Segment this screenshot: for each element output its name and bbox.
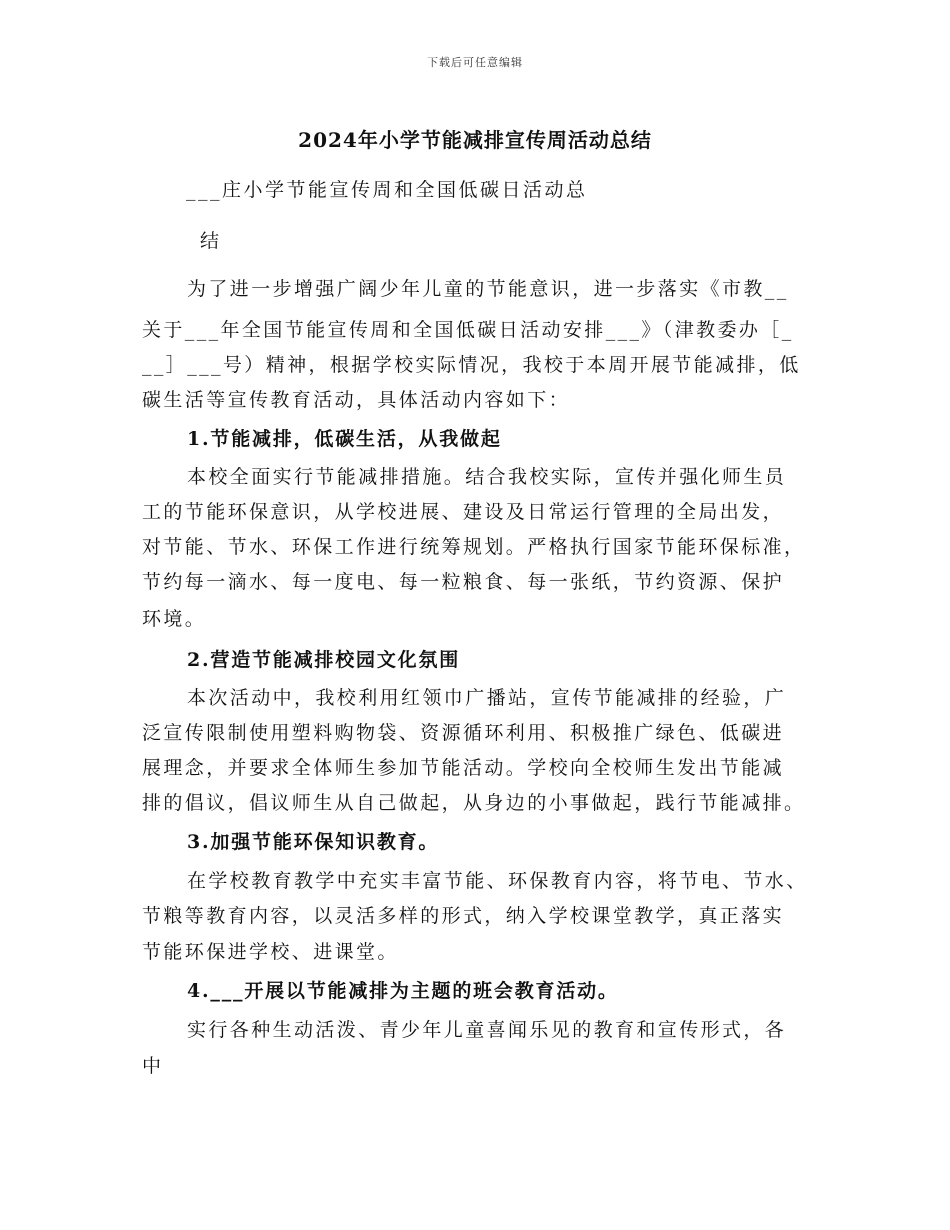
paragraph-line: 展理念，并要求全体师生参加节能活动。学校向全校师生发出节能减: [142, 757, 785, 779]
paragraph-line: 节约每一滴水、每一度电、每一粒粮食、每一张纸，节约资源、保护: [142, 571, 785, 593]
paragraph-line: 排的倡议，倡议师生从自己做起，从身边的小事做起，践行节能减排。: [142, 792, 806, 814]
paragraph-line: 环境。: [142, 608, 207, 630]
intro-line: 碳生活等宣传教育活动，具体活动内容如下：: [142, 389, 571, 411]
paragraph-line: 工的节能环保意识，从学校进展、建设及日常运行管理的全局出发，: [142, 501, 785, 523]
subtitle-line: 结: [200, 230, 222, 252]
paragraph-line: 本次活动中，我校利用红领巾广播站，宣传节能减排的经验，广: [187, 687, 787, 709]
paragraph-line: 本校全面实行节能减排措施。结合我校实际，宣传并强化师生员: [187, 466, 787, 488]
page-header: 下载后可任意编辑: [427, 56, 523, 69]
intro-line: __］___号）精神，根据学校实际情况，我校于本周开展节能减排，低: [142, 354, 801, 376]
paragraph-line: 在学校教育教学中充实丰富节能、环保教育内容，将节电、节水、: [187, 870, 808, 892]
subtitle-line: ___庄小学节能宣传周和全国低碳日活动总: [186, 179, 588, 201]
paragraph-line: 节能环保进学校、进课堂。: [142, 941, 399, 963]
section-heading: 2.营造节能减排校园文化氛围: [187, 649, 461, 671]
intro-line: 为了进一步增强广阔少年儿童的节能意识，进一步落实《市教__: [187, 278, 789, 300]
section-heading: 3.加强节能环保知识教育。: [187, 831, 440, 853]
document-title: 2024年小学节能减排宣传周活动总结: [298, 128, 652, 152]
intro-line: 关于___年全国节能宣传周和全国低碳日活动安排___》（津教委办［_: [142, 319, 794, 341]
paragraph-line: 中: [142, 1055, 164, 1077]
paragraph-line: 实行各种生动活泼、青少年儿童喜闻乐见的教育和宣传形式，各: [187, 1019, 787, 1041]
section-heading: 1.节能减排，低碳生活，从我做起: [187, 428, 502, 450]
paragraph-line: 节粮等教育内容，以灵活多样的形式，纳入学校课堂教学，真正落实: [142, 905, 785, 927]
paragraph-line: 泛宣传限制使用塑料购物袋、资源循环利用、积极推广绿色、低碳进: [142, 722, 785, 744]
section-heading: 4.___开展以节能减排为主题的班会教育活动。: [187, 980, 619, 1002]
paragraph-line: 对节能、节水、环保工作进行统筹规划。严格执行国家节能环保标准，: [142, 536, 806, 558]
